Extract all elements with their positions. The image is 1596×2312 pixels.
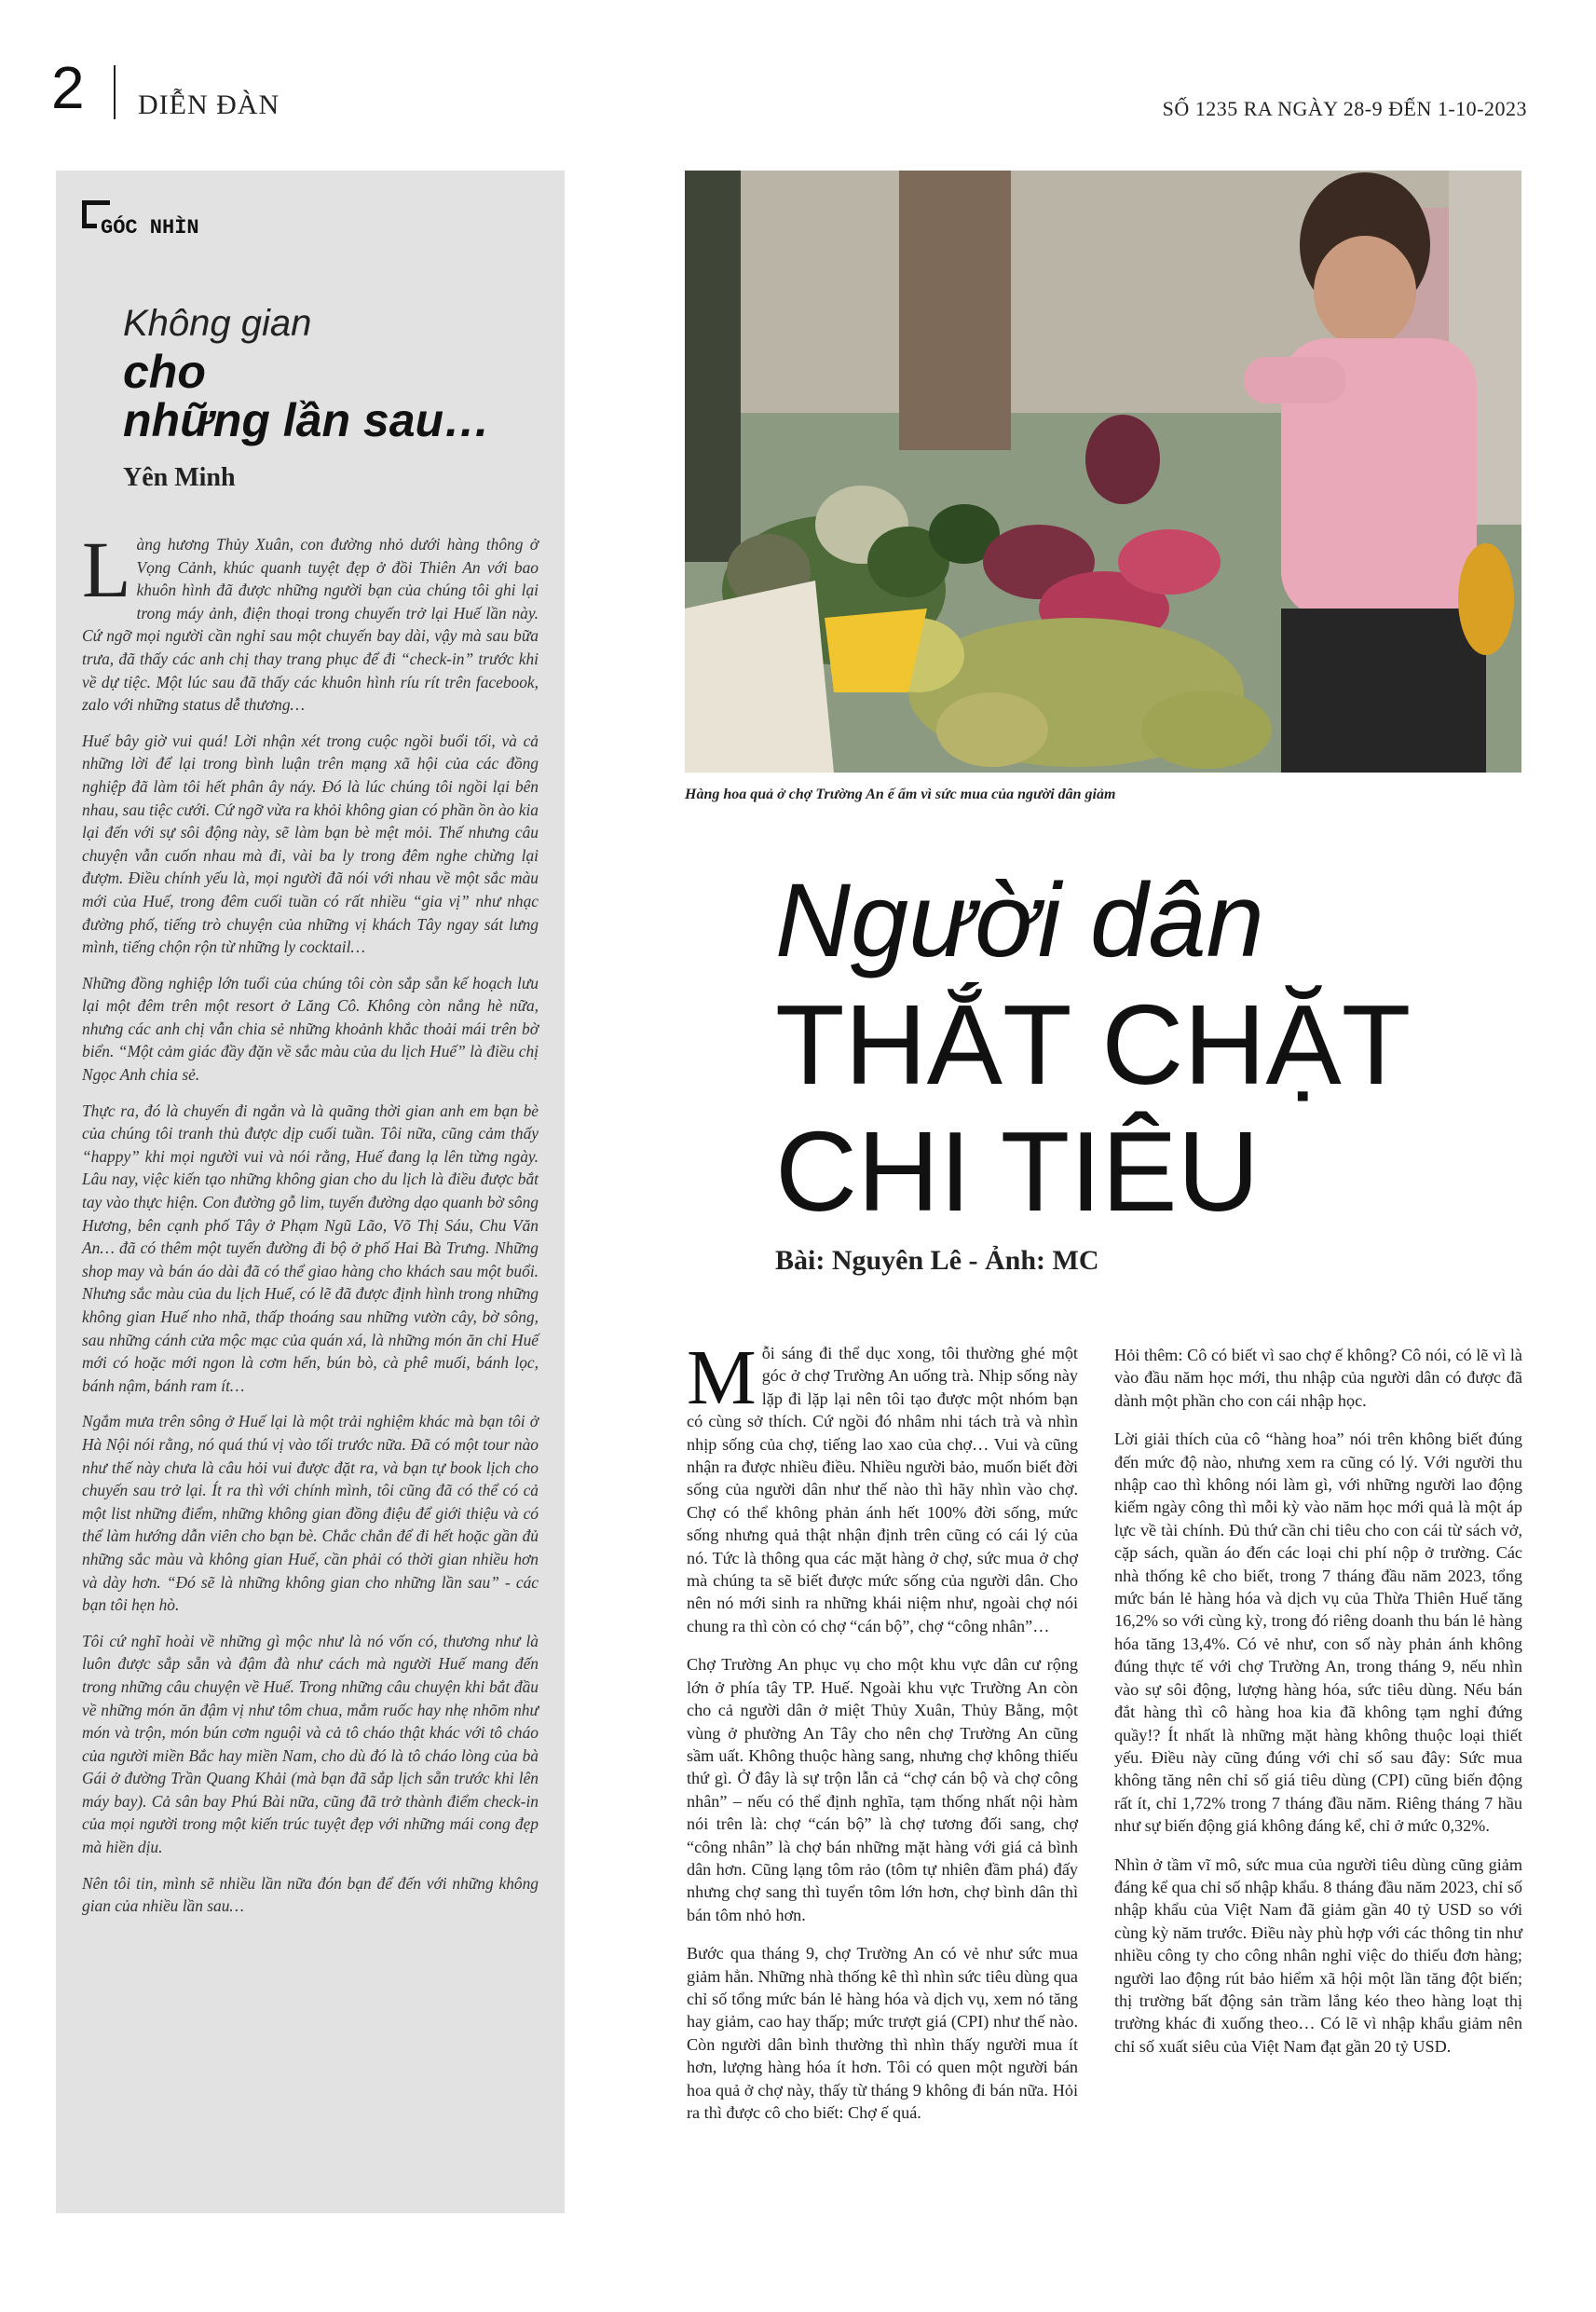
sidebar-body: [82, 525, 539, 1931]
sidebar-paragraph: Những đồng nghiệp lớn tuổi của chúng tôi còn sắp sẵn kế hoạch lưu lại một đêm trên một resort ở Lăng Cô. Không còn nắng hè nữa, nhưng các anh chị vẫn chia sẻ những khoảnh khắc thoải mái trên bờ biển. “Một cảm giác đầy đặn về sắc màu của du lịch Huế” là điều chị Ngọc Anh chia sẻ.: [82, 973, 539, 1085]
sidebar-paragraph: Thực ra, đó là chuyến đi ngắn và là quãng thời gian anh em bạn bè của chúng tôi tranh thủ được dịp cuối tuần. Tôi nữa, cũng cảm thấy “happy” khi mọi người vui và nói rằng, Huế đang lạ lên từng ngày. Lâu nay, việc kiến tạo những không gian cho du lịch là điều được bắt tay vào thực hiện. Con đường gỗ lim, tuyến đường dạo quanh bờ sông Hương, bên cạnh phố Tây ở Phạm Ngũ Lão, Võ Thị Sáu, Chu Văn An… đã có thêm một tuyến đường đi bộ ở phố Hai Bà Trưng. Những shop may và bán áo dài đã có thể giao hàng cho khách sau một buổi. Nhưng sắc màu của du lịch Huế, có lẽ đã được định hình trong những không gian Huế nho nhã, thấp thoáng sau những vườn cây, bờ sông, sau những cánh cửa mộc mạc của quán xá, là những món ăn chỉ Huế mới có hoặc mới ngon là cơm hến, bún bò, cà phê muối, bánh lọc, bánh nậm, bánh ram ít…: [82, 1101, 539, 1395]
column-label: GÓC NHÌN: [97, 216, 199, 239]
sidebar-paragraph: Nên tôi tin, mình sẽ nhiều lần nữa đón bạn để đến với những không gian của nhiều lần sau…: [82, 1873, 539, 1916]
byline: Bài: Nguyên Lê - Ảnh: MC: [775, 1245, 1099, 1276]
article-paragraph: Bước qua tháng 9, chợ Trường An có vẻ như sức mua giảm hẳn. Những nhà thống kê thì nhìn sức tiêu dùng qua chỉ số tổng mức bán lẻ hàng hóa và dịch vụ, xem nó tăng hay giảm, cao hay thấp; mức trượt giá (CPI) như thế nào. Còn người dân bình thường thì nhìn thấy người mua ít hơn, lượng hàng hóa ít hơn. Tôi có quen một người bán hoa quả ở chợ này, thấy từ tháng 9 không đi bán nữa. Hỏi ra thì được cô cho biết: Chợ ế quá.: [687, 1944, 1078, 2122]
page-number: 2: [51, 54, 85, 121]
sidebar-paragraph-text: àng hương Thủy Xuân, con đường nhỏ dưới hàng thông ở Vọng Cảnh, khúc quanh tuyệt đẹp ở đồi Thiên An với bao khuôn hình đã được những người bạn của chúng tôi ghi lại trong máy ảnh, điện thoại trong chuyến trở lại Huế lần này. Cứ ngỡ mọi người cần nghỉ sau một chuyến bay dài, vậy mà sau bữa trưa, đã thấy các anh chị thay trang phục để đi “check-in” trước khi về dự tiệc. Một lúc sau đã thấy các khuôn hình ríu rít trên facebook, zalo với những status dễ thương…: [82, 535, 539, 715]
article-paragraph: Nhìn ở tầm vĩ mô, sức mua của người tiêu dùng cũng giảm đáng kể qua chỉ số nhập khẩu. 8 tháng đầu năm 2023, chỉ số nhập khẩu của Việt Nam đã giảm gần 40 tỷ USD so với cùng kỳ năm trước. Điều này phù hợp với các thông tin như nhiều công ty cho công nhân nghỉ việc do thiếu đơn hàng; người lao động rút bảo hiểm xã hội một lần tăng đột biến; thị trường bất động sản trầm lắng kéo theo hàng loạt thị trường khác đi xuống theo… Có lẽ vì nhập khẩu giảm nên chỉ số xuất siêu của Việt Nam đạt gần 20 tỷ USD.: [1114, 1854, 1522, 2056]
sidebar-author: Yên Minh: [123, 463, 236, 492]
photo-caption: Hàng hoa quả ở chợ Trường An ế ẩm vì sức mua của người dân giảm: [685, 787, 1116, 802]
article-paragraph: Hỏi thêm: Cô có biết vì sao chợ ế không? Cô nói, có lẽ vì là vào đầu năm học mới, thu nhập của người dân có được đã dành một phần cho con cái nhập học.: [1114, 1346, 1522, 1410]
header-divider: [114, 65, 116, 119]
article-paragraph: Lời giải thích của cô “hàng hoa” nói trên không biết đúng đến mức độ nào, nhưng xem ra cũng có lý. Với người thu nhập cao thì không nói làm gì, với những người lao động kiếm ngày công thì mỗi kỳ vào năm học mới quả là một áp lực về tài chính. Đủ thứ cần chi tiêu cho con cái từ sách vở, cặp sách, quần áo đến các loại chi phí nộp ở trường. Các nhà thống kê cho biết, trong 7 tháng đầu năm 2023, tổng mức bán lẻ hàng hóa và dịch vụ của Thừa Thiên Huế tăng 16,2% so với cùng kỳ, trong đó riêng doanh thu bán lẻ hàng hóa tăng 13,4%. Có vẻ như, con số này phản ánh không đúng thực tế với chợ Trường An, trong tháng 9, nếu nhìn vào sự sôi động, lượng hàng hóa, sức tiêu dùng. Nếu bán đắt hàng thì cô hàng hoa kia đã không tạm nghỉ đứng quầy!? Ít nhất là những mặt hàng không thuộc loại thiết yếu. Điều này cũng đúng với chỉ số sau đây: Sức mua không tăng nên chỉ số giá tiêu dùng (CPI) cũng biến động rất ít, chỉ 1,72% trong 7 tháng đầu năm. Riêng tháng 7 hầu như sự biến động giá không đáng kể, chỉ ở mức 0,32%.: [1114, 1430, 1522, 1836]
sidebar-paragraph: Huế bây giờ vui quá! Lời nhận xét trong cuộc ngồi buổi tối, và cả những lời để lại trong bình luận trên mạng xã hội của các đồng nghiệp đã làm tôi hết phân ây náy. Đó là lúc chúng tôi ngồi lại bên nhau, sau tiệc cưới. Cứ ngỡ vừa ra khỏi không gian có phần ồn ào kia lại đến với sự sôi động này, sẽ làm bạn bè mệt mỏi. Thế nhưng câu chuyện vẫn cuốn nhau mà đi, vài ba ly trong đêm nghe chừng lại đượm. Điều chính yếu là, mọi người đã nói với nhau về một sắc màu mới của Huế, trong đêm cuối tuần có rất nhiều “gia vị” như nhạc đường phố, tiếng trò chuyện của những vị khách Tây ngay sát lưng mình, tiếng chộn rộn từ những ly cocktail…: [82, 731, 539, 957]
market-photo: [685, 171, 1521, 773]
headline-line1: Người dân: [775, 862, 1264, 978]
headline-line2: THẮT CHẶT: [775, 981, 1412, 1108]
section-title: DIỄN ĐÀN: [138, 89, 280, 120]
sidebar-paragraph: Tôi cứ nghĩ hoài về những gì mộc như là nó vốn có, thương như là luôn được sắp sẵn và đậm đà như cách mà người Huế mang đến trong những câu chuyện về Huế. Trong những câu chuyện khi bắt đầu về những món ăn đậm vị như tôm chua, mắm ruốc hay nhẹ nhõm như món và trộn, món bún cơm nguội và cả tô cháo thật khác với tô cháo của người miền Bắc hay miền Nam, cho dù đó là tô cháo lòng của bà Gái ở đường Trần Quang Khải (mà bạn đã sắp lịch sẵn trước khi lên máy bay). Cả sân bay Phú Bài nữa, cũng đã trở thành điểm check-in của mọi người trong một kiến trúc tuyệt đẹp với những mái cong đẹp mà hiền dịu.: [82, 1631, 539, 1857]
article-dropcap: M: [687, 1334, 757, 1421]
article-paragraph-text: ỗi sáng đi thể dục xong, tôi thường ghé một góc ở chợ Trường An uống trà. Nhịp sống này lặp đi lặp lại nên tôi tạo được một nhóm bạn có cùng sở thích. Cứ ngồi đó nhâm nhi tách trà và nhìn nhịp sống của chợ, tiếng lao xao của chợ… Vui và cũng nhận ra được nhiều điều. Nhiều người bảo, muốn biết đời sống của người dân như thế nào thì hãy nhìn vào chợ. Chợ có thể không phản ánh hết 100% đời sống, mức sống nhưng quả thật nhận định trên cũng có cái lý của nó. Tức là thông qua các mặt hàng ở chợ, sức mua ở chợ mà chúng ta sẽ biết được mức sống của người dân. Cho nên nó mới sinh ra những khái niệm như, ngoài chợ nói chung ra thì còn có chợ “cán bộ”, chợ “công nhân”…: [687, 1344, 1078, 1635]
sidebar-title-line1: Không gian: [123, 303, 312, 344]
article-column-1: [687, 1334, 1078, 2140]
sidebar-paragraph: Ngắm mưa trên sông ở Huế lại là một trải nghiệm khác mà bạn tôi ở Hà Nội nói rằng, nó quá thú vị vào tối trước nữa. Đã có một tour nào như thế này chưa là câu hỏi vui được đặt ra, và bạn tự book lịch cho chuyến sau trở lại. Ít ra thì với chính mình, tôi cũng đã có thể có cả một list những điểm, những không gian đồng điệu để giới thiệu và có thể làm hướng dẫn viên cho bạn bè. Chắc chắn để đi hết hoặc gần đủ những sắc màu và không gian Huế, cần phải có thời gian nhiều hơn và dày hơn. “Đó sẽ là những không gian cho những lần sau” - các bạn tôi hẹn hò.: [82, 1412, 539, 1615]
sidebar-dropcap: L: [82, 525, 131, 614]
article-paragraph: [687, 1334, 1078, 1637]
sidebar-paragraph: [82, 525, 539, 717]
sidebar-title-line3: những lần sau…: [123, 394, 491, 446]
headline-line3: CHI TIÊU: [775, 1108, 1260, 1235]
article-column-2: [1114, 1344, 1522, 2073]
sidebar-title-line2: cho: [123, 346, 206, 398]
article-paragraph: Chợ Trường An phục vụ cho một khu vực dân cư rộng lớn ở phía tây TP. Huế. Ngoài khu vực Trường An còn cho cả người dân ở miệt Thủy Xuân, Thủy Bằng, một vùng ở phường An Tây cho nên chợ Trường An cũng sầm uất. Không thuộc hàng sang, nhưng chợ không thiếu thứ gì. Ở đây là sự trộn lẫn cả “chợ cán bộ và chợ công nhân” – nếu có thể định nghĩa, tạm thống nhất nội hàm nói trên là: chợ “cán bộ” là chợ tương đối sang, chợ “công nhân” là chợ bán những mặt hàng với giá cả bình dân hơn. Cũng lạng tôm rảo (tôm tự nhiên đầm phá) đấy nhưng chợ sang thì tuyển tôm lớn hơn, chợ bình dân thì bán tôm nhỏ hơn.: [687, 1655, 1078, 1924]
issue-info: SỐ 1235 RA NGÀY 28-9 ĐẾN 1-10-2023: [1162, 97, 1527, 120]
